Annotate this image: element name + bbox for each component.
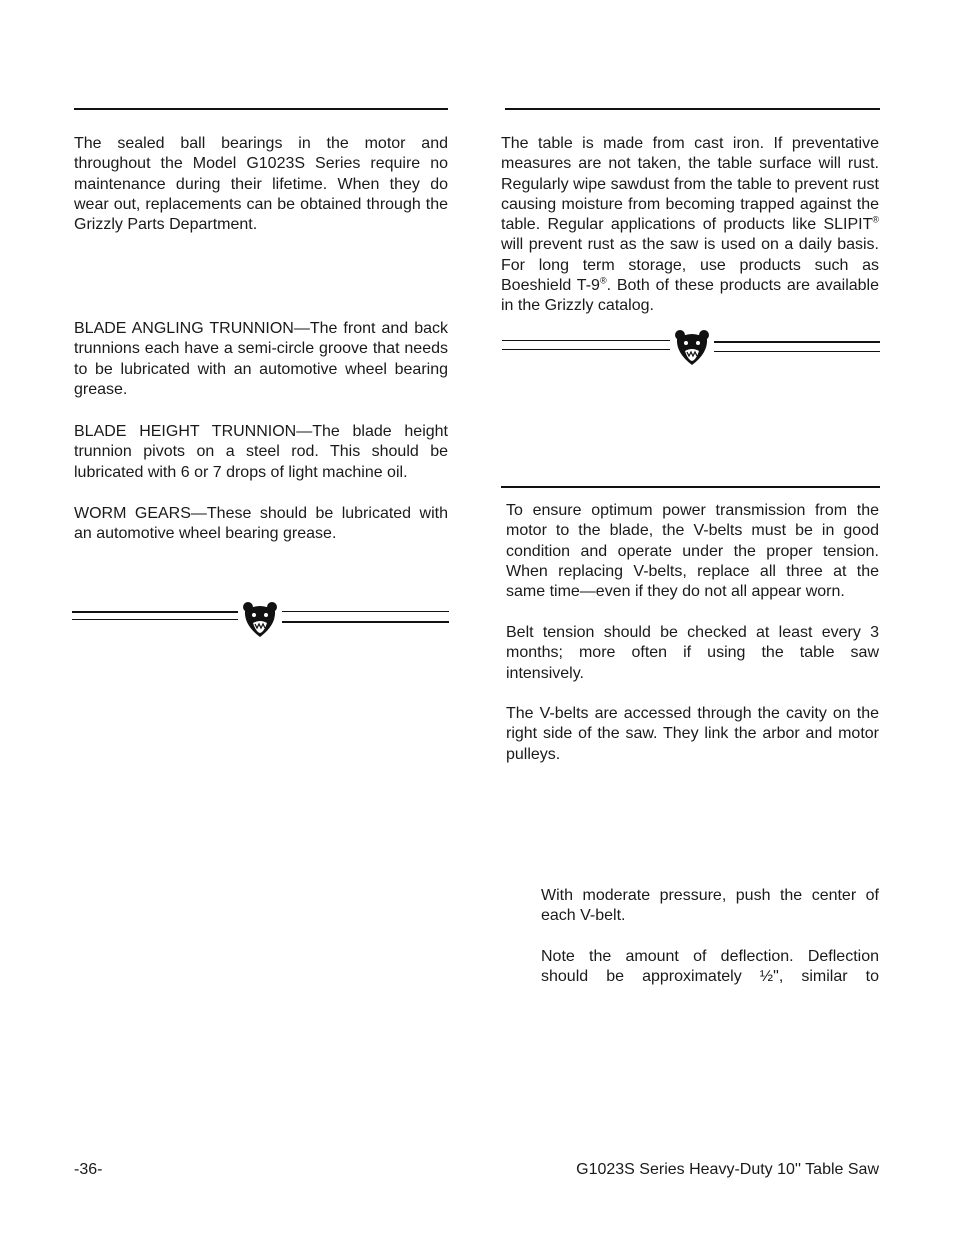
section-header-rule-right-top bbox=[505, 108, 880, 110]
grizzly-bear-logo-icon bbox=[672, 327, 712, 367]
page-number: -36- bbox=[74, 1161, 103, 1178]
step-note-deflection: Note the amount of deflection. Deflection should be approximately ½", similar to bbox=[541, 948, 879, 986]
bearings-paragraph: The sealed ball bearings in the motor and throughout the Model G1023S Series require no maintenance during their lifetime. When they do wear out, replacements can be obtained through the Grizzly Parts Department. bbox=[74, 135, 448, 234]
section-header-rule-right-vbelt bbox=[501, 486, 880, 488]
worm-gears-paragraph: WORM GEARS—These should be lubricated with an automotive wheel bearing grease. bbox=[74, 505, 448, 543]
manual-title: G1023S Series Heavy-Duty 10'' Table Saw bbox=[576, 1161, 879, 1178]
step-push-center: With moderate pressure, push the center of each V-belt. bbox=[541, 887, 879, 925]
belt-tension-paragraph: Belt tension should be checked at least every 3 months; more often if using the table saw intensively. bbox=[506, 624, 879, 682]
grizzly-bear-logo-icon bbox=[240, 599, 280, 639]
vbelt-intro-paragraph: To ensure optimum power transmission from the motor to the blade, the V-belts must be in good condition and operate under the proper tension. When replacing V-belts, replace all three at the same time—even if they do not all appear worn. bbox=[506, 502, 879, 601]
table-rust-paragraph: The table is made from cast iron. If preventative measures are not taken, the table surface will rust. Regularly wipe sawdust from the table to prevent rust causing moisture from becoming trapped against the table. Regular applications of products like SLIPIT® will prevent rust as the saw is used on a daily basis. For long term storage, use products such as Boeshield T-9®. Both of these products are available in the Grizzly catalog. bbox=[501, 135, 880, 315]
blade-angling-trunnion-paragraph: BLADE ANGLING TRUNNION—The front and back trunnions each have a semi-circle groove that needs to be lubricated with an automotive wheel bearing grease. bbox=[74, 320, 448, 398]
bear-divider-left bbox=[72, 599, 449, 639]
vbelt-access-paragraph: The V-belts are accessed through the cavity on the right side of the saw. They link the arbor and motor pulleys. bbox=[506, 705, 879, 763]
blade-height-trunnion-paragraph: BLADE HEIGHT TRUNNION—The blade height trunnion pivots on a steel rod. This should be lubricated with 6 or 7 drops of light machine oil. bbox=[74, 423, 448, 481]
bear-divider-right bbox=[502, 327, 880, 367]
section-header-rule-left bbox=[74, 108, 448, 110]
